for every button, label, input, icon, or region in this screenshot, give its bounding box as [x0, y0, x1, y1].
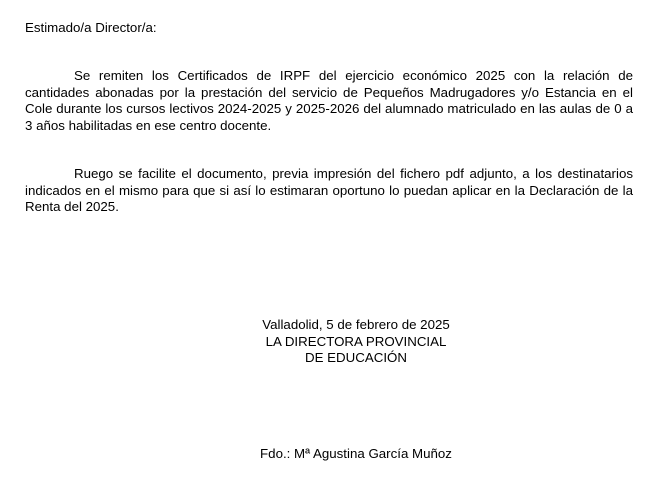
signature-block	[206, 317, 506, 367]
signer-title-line-2: DE EDUCACIÓN	[305, 350, 407, 365]
signer-name: Fdo.: Mª Agustina García Muñoz	[260, 446, 452, 461]
salutation: Estimado/a Director/a:	[25, 20, 157, 35]
signer-title-line-1: LA DIRECTORA PROVINCIAL	[265, 333, 447, 349]
place-date: Valladolid, 5 de febrero de 2025	[262, 317, 450, 332]
body-paragraph-1: Se remiten los Certificados de IRPF del ejercicio económico 2025 con la relación de cantidades abonadas por la prestación del servicio de Pequeños Madrugadores y/o Estancia en el Cole durante los cursos lectivos 2024-2025 y 2025-2026 del alumnado matriculado en las aulas de 0 a 3 años habilitadas en ese centro docente.	[25, 68, 633, 133]
body-paragraph-2: Ruego se facilite el documento, previa impresión del fichero pdf adjunto, a los destinatarios indicados en el mismo para que si así lo estimaran oportuno lo puedan aplicar en la Declaración de la Renta del 2025.	[25, 166, 633, 214]
